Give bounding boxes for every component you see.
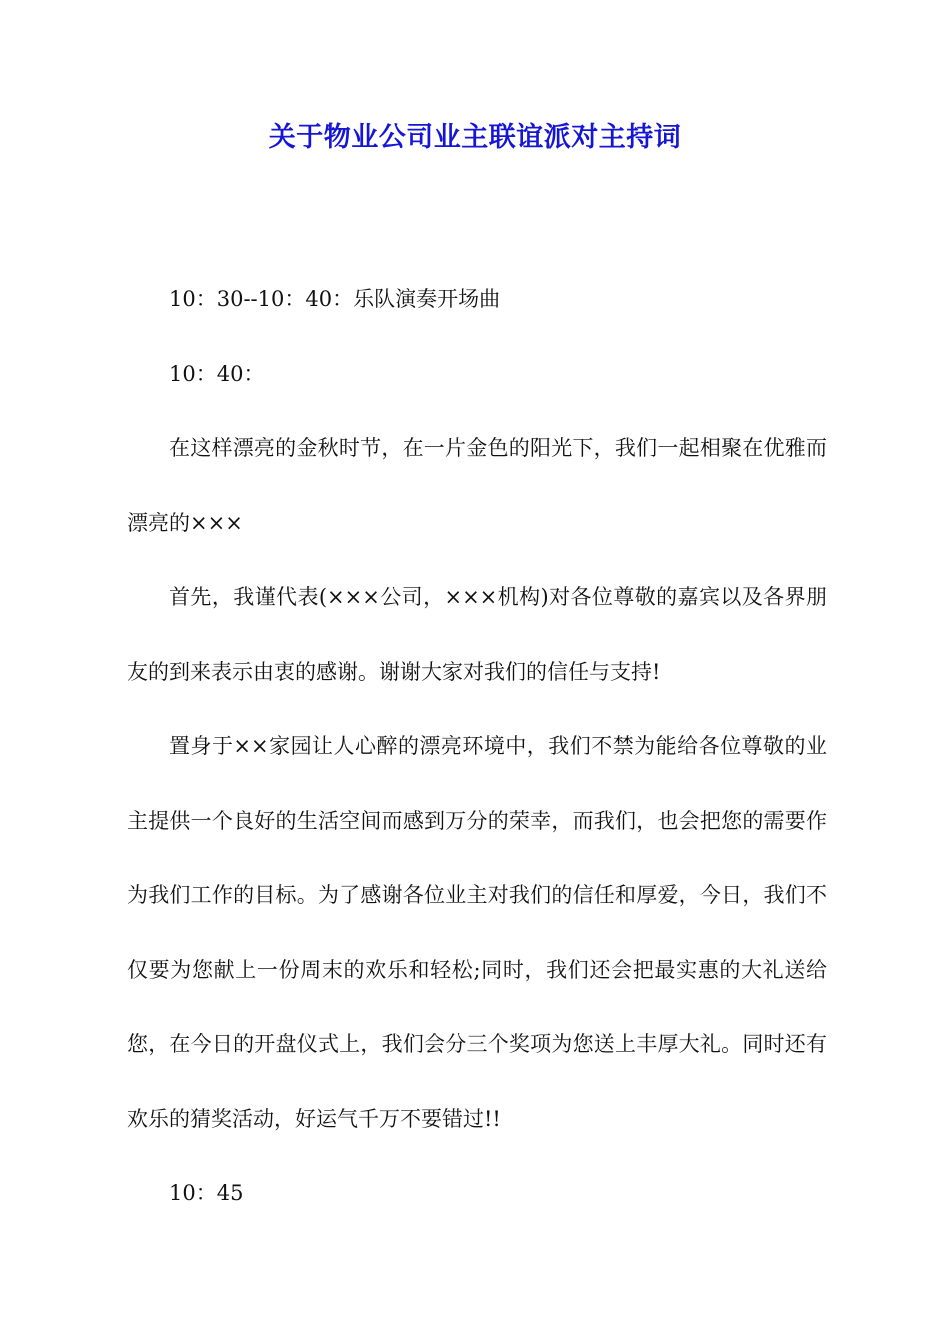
paragraph-time-1045: 10：45	[169, 1181, 244, 1205]
paragraph-schedule-opening: 10：30--10：40：乐队演奏开场曲	[169, 287, 501, 311]
paragraph-time-1040: 10：40：	[169, 361, 265, 386]
paragraph-thanks: 首先，我谨代表(×××公司，×××机构)对各位尊敬的嘉宾以及各界朋友的到来表示由衷的感谢。谢谢大家对我们的信任与支持!	[127, 585, 827, 684]
paragraph-welcome: 在这样漂亮的金秋时节，在一片金色的阳光下，我们一起相聚在优雅而漂亮的×××	[127, 436, 827, 535]
document-body	[127, 262, 827, 1231]
paragraph-main-speech: 置身于××家园让人心醉的漂亮环境中，我们不禁为能给各位尊敬的业主提供一个良好的生活空间而感到万分的荣幸，而我们，也会把您的需要作为我们工作的目标。为了感谢各位业主对我们的信任和厚爱，今日，我们不仅要为您献上一份周末的欢乐和轻松;同时，我们还会把最实惠的大礼送给您，在今日的开盘仪式上，我们会分三个奖项为您送上丰厚大礼。同时还有欢乐的猜奖活动，好运气千万不要错过!!	[127, 734, 827, 1131]
document-title: 关于物业公司业主联谊派对主持词	[268, 122, 682, 153]
